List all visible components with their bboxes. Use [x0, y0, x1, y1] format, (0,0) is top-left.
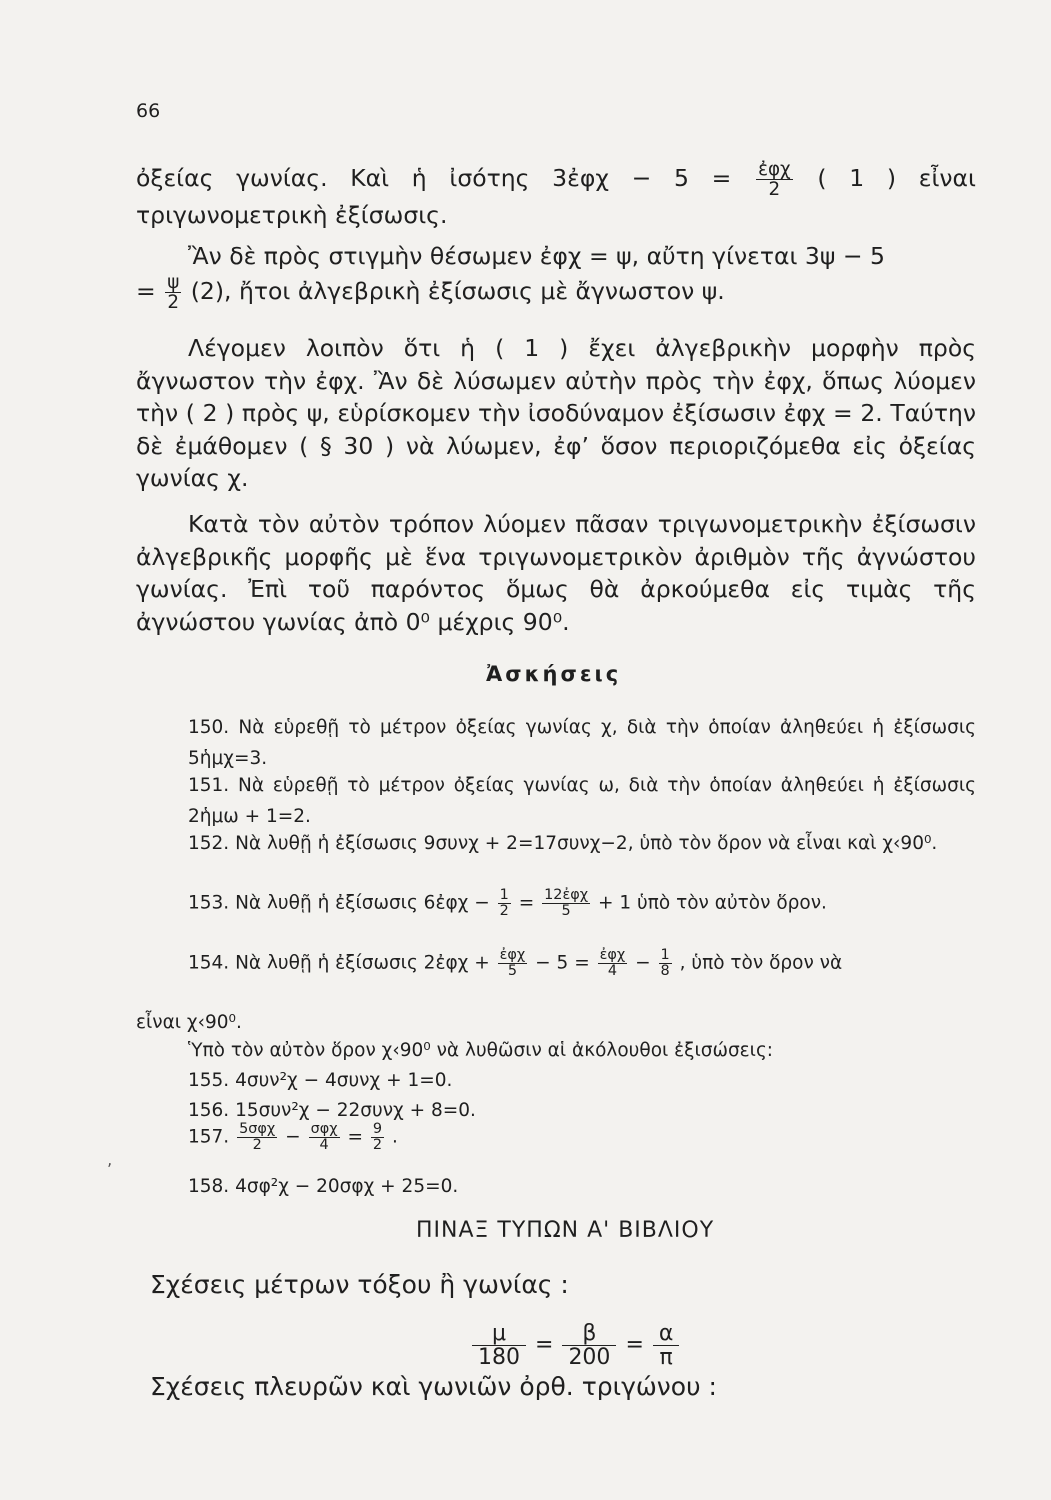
period: . [391, 1126, 398, 1148]
frac-numerator: 1 [660, 947, 670, 963]
frac-denominator: 4 [598, 963, 628, 979]
exercise-153 [188, 888, 827, 919]
fraction [562, 1322, 616, 1369]
frac-numerator: α [658, 1321, 674, 1346]
frac-numerator: ἐφχ [758, 159, 791, 180]
frac-denominator: 5 [498, 963, 528, 979]
frac-denominator: 5 [542, 903, 590, 919]
exercise-153-text: 153. Νὰ λυθῇ ἡ ἐξίσωσις 6ἐφχ − [188, 892, 490, 914]
fraction [756, 160, 793, 199]
exercise-156: 156. 15συν²χ − 22συνχ + 8=0. [188, 1100, 476, 1121]
minus-sign: − [635, 952, 651, 974]
exercise-154-text: 154. Νὰ λυθῇ ἡ ἐξίσωσις 2ἐφχ + [188, 952, 490, 974]
minus-sign: − [285, 1126, 301, 1148]
frac-denominator: 2 [499, 903, 509, 920]
equals-sign: = [535, 1332, 554, 1358]
fraction [542, 888, 590, 919]
frac-numerator: 9 [372, 1121, 383, 1137]
fraction [659, 948, 672, 979]
frac-numerator: ψ [167, 271, 180, 293]
fraction [598, 948, 628, 979]
fraction [371, 1122, 384, 1153]
fraction [472, 1322, 526, 1369]
paragraph-3 [136, 332, 976, 495]
exercise-150-text: 150. Νὰ εὑρεθῇ τὸ μέτρον ὀξείας γωνίας χ, διὰ τὴν ὁποίαν ἀληθεύει ἡ ἐξίσωσις 5ἡμχ=3. [188, 717, 976, 769]
margin-mark: ‚ [107, 1150, 113, 1169]
frac-numerator: σφχ [310, 1121, 338, 1137]
para2-line1: Ἂν δὲ πρὸς στιγμὴν θέσωμεν ἐφχ = ψ, αὔτη γίνεται 3ψ − 5 [188, 242, 885, 270]
frac-denominator: 4 [309, 1137, 340, 1153]
frac-denominator: 2 [165, 292, 181, 312]
para4-text: Κατὰ τὸν αὐτὸν τρόπον λύομεν πᾶσαν τριγωνομετρικὴν ἐξίσωσιν ἀλγεβρικῆς μορφῆς μὲ ἕνα τριγωνομετρικὸν ἀριθμὸν τῆς ἀγνώστου γωνίας. Ἐπὶ τοῦ παρόντος ὅμως θὰ ἀρκούμεθα εἰς τιμὰς τῆς ἀγνώστου γωνίας ἀπὸ 0⁰ μέχρις 90⁰. [136, 510, 976, 636]
frac-denominator: 2 [372, 1137, 383, 1154]
exercise-154-text-end: , ὑπὸ τὸν ὅρον νὰ [679, 952, 843, 974]
para1-text-end: ( 1 ) εἶναι τριγωνομετρικὴ ἐξίσωσις. [136, 164, 976, 230]
exercise-154-continued: εἶναι χ‹90⁰. [136, 1012, 242, 1033]
exercise-154-mid: − 5 = [535, 952, 590, 974]
frac-numerator: β [582, 1321, 597, 1346]
frac-numerator: 1 [499, 887, 509, 903]
equals-sign: = [518, 892, 535, 914]
frac-denominator: 200 [562, 1345, 616, 1369]
formula-table-title: ΠΙΝΑΞ ΤΥΠΩΝ Α' ΒΙΒΛΙΟΥ [416, 1218, 715, 1243]
fraction [309, 1122, 340, 1153]
frac-numerator: 5σφχ [239, 1121, 276, 1137]
equals-sign: = [625, 1332, 644, 1358]
para1-text: ὀξείας γωνίας. Καὶ ἡ ἰσότης 3ἐφχ − 5 = [136, 164, 732, 193]
frac-denominator: 180 [472, 1345, 526, 1369]
frac-numerator: μ [492, 1321, 506, 1346]
exercise-151 [136, 770, 976, 832]
frac-numerator: ἐφχ [499, 947, 526, 963]
exercises-title: Ἀσκήσεις [486, 662, 622, 686]
angle-conversion-formula [470, 1322, 681, 1369]
exercise-153-text-end: + 1 ὑπὸ τὸν αὐτὸν ὅρον. [598, 892, 827, 914]
frac-denominator: 2 [237, 1137, 277, 1153]
subtitle-right-triangle: Σχέσεις πλευρῶν καὶ γωνιῶν ὀρθ. τριγώνου : [150, 1372, 717, 1401]
exercise-150 [136, 712, 976, 774]
paragraph-4 [136, 508, 976, 638]
exercise-152-text: 152. Νὰ λυθῇ ἡ ἐξίσωσις 9συνχ + 2=17συνχ−2, ὑπὸ τὸν ὅρον νὰ εἶναι καὶ χ‹90⁰. [188, 833, 938, 854]
frac-denominator: 2 [756, 179, 793, 199]
frac-denominator: 8 [660, 963, 670, 980]
fraction [653, 1322, 680, 1369]
equals-sign: = [136, 276, 156, 305]
fraction [498, 948, 528, 979]
fraction [237, 1122, 277, 1153]
para3-text: Λέγομεν λοιπὸν ὅτι ἡ ( 1 ) ἔχει ἀλγεβρικὴν μορφὴν πρὸς ἄγνωστον τὴν ἐφχ. Ἂν δὲ λύσωμεν αὐτὴν πρὸς τὴν ἐφχ, ὅπως λύομεν τὴν ( 2 ) πρὸς ψ, εὑρίσκομεν τὴν ἰσοδύναμον ἐξίσωσιν ἐφχ = 2. Ταύτην δὲ ἐμάθομεν ( § 30 ) νὰ λύωμεν, ἐφ’ ὅσον περιοριζόμεθα εἰς ὀξείας γωνίας χ. [136, 334, 976, 492]
exercise-151-text: 151. Νὰ εὑρεθῇ τὸ μέτρον ὀξείας γωνίας ω, διὰ τὴν ὁποίαν ἀληθεύει ἡ ἐξίσωσις 2ἡμω + 1=2. [188, 775, 976, 827]
frac-numerator: ἐφχ [599, 947, 626, 963]
exercise-155: 155. 4συν²χ − 4συνχ + 1=0. [188, 1070, 453, 1091]
para2-text-end: (2), ἤτοι ἀλγεβρικὴ ἐξίσωσις μὲ ἄγνωστον ψ. [190, 276, 725, 305]
paragraph-1 [136, 160, 976, 232]
exercise-157-number: 157. [188, 1126, 230, 1148]
paragraph-2 [136, 240, 976, 312]
frac-denominator: π [653, 1345, 680, 1369]
subtitle-arc-angle: Σχέσεις μέτρων τόξου ἢ γωνίας : [150, 1270, 569, 1299]
fraction [165, 273, 181, 312]
frac-numerator: 12ἐφχ [544, 887, 589, 903]
exercise-157 [188, 1122, 398, 1153]
equals-sign: = [347, 1126, 363, 1148]
fraction [498, 888, 511, 919]
exercises-intro: Ὑπὸ τὸν αὐτὸν ὅρον χ‹90⁰ νὰ λυθῶσιν αἱ ἀκόλουθοι ἐξισώσεις: [188, 1040, 774, 1061]
page-number: 66 [136, 100, 161, 122]
exercise-158: 158. 4σφ²χ − 20σφχ + 25=0. [188, 1176, 459, 1197]
exercise-152 [136, 828, 976, 859]
exercise-154 [188, 948, 842, 979]
